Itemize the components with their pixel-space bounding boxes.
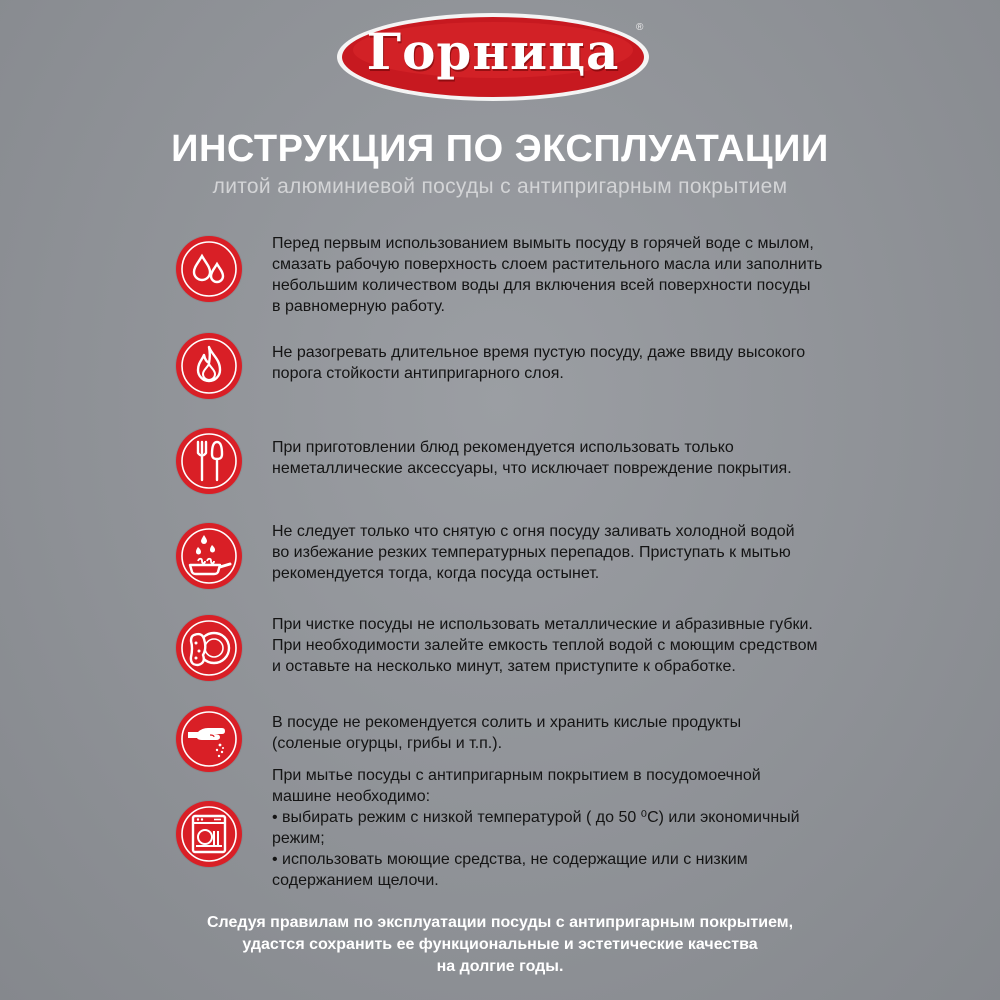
- instruction-text-3: [272, 437, 872, 479]
- instruction-line: При приготовлении блюд рекомендуется использовать только: [272, 439, 734, 456]
- instruction-line: Не разогревать длительное время пустую посуду, даже ввиду высокого: [272, 344, 806, 361]
- bullet-item: • использовать моющие средства, не содержащие или с низким: [272, 849, 872, 870]
- instruction-line: машине необходимо:: [272, 788, 431, 805]
- instruction-line: В посуде не рекомендуется солить и хранить кислые продукты: [272, 714, 742, 731]
- instruction-line: рекомендуется тогда, когда посуда остынет.: [272, 565, 600, 582]
- utensils-icon: [176, 428, 242, 494]
- page-subtitle: литой алюминиевой посуды с антипригарным покрытием: [212, 175, 788, 198]
- instruction-line: порога стойкости антипригарного слоя.: [272, 365, 564, 382]
- instruction-line: (соленые огурцы, грибы и т.п.).: [272, 735, 503, 752]
- instruction-text-4: [272, 521, 872, 584]
- hot-pan-water-icon: [176, 523, 242, 589]
- instruction-line: неметаллические аксессуары, что исключает повреждение покрытия.: [272, 460, 792, 477]
- instruction-line: режим;: [272, 830, 325, 847]
- instruction-line: и оставьте на несколько минут, затем приступите к обработке.: [272, 658, 736, 675]
- instruction-text-2: [272, 342, 872, 384]
- brand-logo: [333, 10, 653, 105]
- logo-text: Горница: [366, 22, 620, 81]
- instruction-text-7: [272, 765, 872, 891]
- instruction-line: При мытье посуды с антипригарным покрытием в посудомоечной: [272, 767, 761, 784]
- instruction-line: смазать рабочую поверхность слоем растительного масла или заполнить: [272, 256, 823, 273]
- footer-line: удастся сохранить ее функциональные и эстетические качества: [242, 936, 758, 953]
- bullet-item: • выбирать режим с низкой температурой ( до 50 ⁰С) или экономичный: [272, 807, 872, 828]
- dishwasher-bullet-list: [272, 849, 872, 870]
- instruction-line: Перед первым использованием вымыть посуду в горячей воде с мылом,: [272, 235, 814, 252]
- sponge-plate-icon: [176, 615, 242, 681]
- instruction-line: При необходимости залейте емкость теплой водой с моющим средством: [272, 637, 818, 654]
- instruction-line: Не следует только что снятую с огня посуду заливать холодной водой: [272, 523, 795, 540]
- instruction-line: При чистке посуды не использовать металлические и абразивные губки.: [272, 616, 813, 633]
- instruction-line: небольшим количеством воды для включения всей поверхности посуды: [272, 277, 811, 294]
- instruction-text-1: [272, 233, 872, 317]
- footer-line: на долгие годы.: [436, 958, 564, 975]
- flame-icon: [176, 333, 242, 399]
- instruction-line: в равномерную работу.: [272, 298, 445, 315]
- page-title: ИНСТРУКЦИЯ ПО ЭКСПЛУАТАЦИИ: [171, 128, 829, 170]
- registered-mark: ®: [636, 22, 644, 33]
- instruction-text-5: [272, 614, 872, 677]
- salt-hand-icon: [176, 706, 242, 772]
- instruction-text-6: [272, 712, 872, 754]
- footer-line: Следуя правилам по эксплуатации посуды с антипригарным покрытием,: [206, 914, 794, 931]
- dishwasher-icon: [176, 801, 242, 867]
- instruction-line: во избежание резких температурных перепадов. Приступать к мытью: [272, 544, 791, 561]
- dishwasher-bullet-list: [272, 807, 872, 828]
- footer-note: [0, 912, 1000, 978]
- instruction-line: содержанием щелочи.: [272, 872, 439, 889]
- water-drops-icon: [176, 236, 242, 302]
